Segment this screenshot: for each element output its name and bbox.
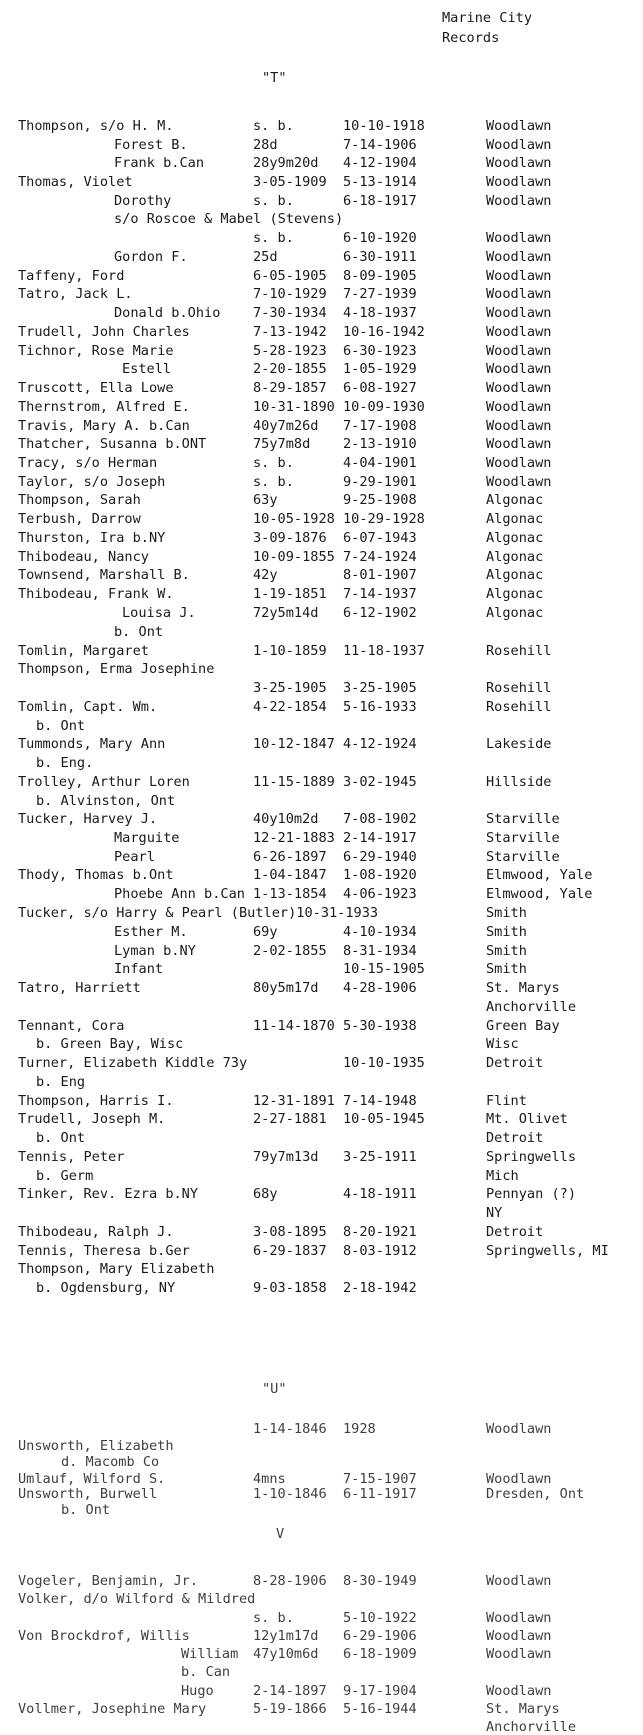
record-name: Travis, Mary A. b.Can (18, 418, 190, 434)
record-name: Tatro, Jack L. (18, 286, 133, 302)
record-cemetery: Rosehill (486, 680, 552, 696)
record-cemetery: Smith (486, 905, 527, 921)
record-death-date: 8-20-1921 (343, 1224, 417, 1240)
record-death-date: 9-17-1904 (343, 1683, 417, 1699)
record-age-or-birth: 2-27-1881 (253, 1111, 327, 1127)
record-death-date: 8-09-1905 (343, 268, 417, 284)
record-cemetery: Woodlawn (486, 1471, 552, 1487)
record-cemetery: Springwells (486, 1149, 577, 1165)
record-age-or-birth: 2-14-1897 (253, 1683, 327, 1699)
record-age-or-birth: 10-31-1890 (253, 399, 335, 415)
record-name: b. Can (181, 1664, 231, 1680)
record-death-date: 4-28-1906 (343, 980, 417, 996)
record-name: Esther M. (114, 924, 188, 940)
record-death-date: 3-02-1945 (343, 774, 417, 790)
record-age-or-birth: 6-29-1837 (253, 1243, 327, 1259)
record-death-date: 5-13-1914 (343, 174, 417, 190)
record-age-or-birth: 10-09-1855 (253, 549, 335, 565)
record-age-or-birth: 11-15-1889 (253, 774, 335, 790)
record-cemetery: Green Bay (486, 1018, 560, 1034)
record-name: d. Macomb Co (61, 1454, 160, 1470)
record-age-or-birth: 5-19-1866 (253, 1701, 327, 1717)
record-cemetery: Woodlawn (486, 137, 552, 153)
record-death-date: 9-25-1908 (343, 492, 417, 508)
record-death-date: 10-05-1945 (343, 1111, 425, 1127)
record-death-date: 6-30-1911 (343, 249, 417, 265)
section-heading-v: V (276, 1526, 285, 1542)
record-name: Vogeler, Benjamin, Jr. (18, 1573, 199, 1589)
record-death-date: 7-14-1937 (343, 586, 417, 602)
record-age-or-birth: s. b. (253, 118, 294, 134)
record-age-or-birth: 7-10-1929 (253, 286, 327, 302)
record-cemetery: Algonac (486, 549, 544, 565)
record-death-date: 4-06-1923 (343, 886, 417, 902)
record-death-date: 5-10-1922 (343, 1610, 417, 1626)
record-age-or-birth: 28d (253, 137, 278, 153)
record-death-date: 4-04-1901 (343, 455, 417, 471)
record-name: b. Green Bay, Wisc (36, 1036, 184, 1052)
record-name: Tomlin, Margaret (18, 643, 149, 659)
record-death-date: 10-09-1930 (343, 399, 425, 415)
record-death-date: 5-30-1938 (343, 1018, 417, 1034)
record-cemetery: Woodlawn (486, 1421, 552, 1437)
record-age-or-birth: 80y5m17d (253, 980, 319, 996)
record-age-or-birth: 10-05-1928 (253, 511, 335, 527)
record-cemetery: Woodlawn (486, 118, 552, 134)
record-cemetery: Smith (486, 961, 527, 977)
record-cemetery: Flint (486, 1093, 527, 1109)
record-cemetery: Rosehill (486, 643, 552, 659)
record-cemetery: Woodlawn (486, 1573, 552, 1589)
record-name: Thompson, s/o H. M. (18, 118, 174, 134)
record-name: Donald b.Ohio (114, 305, 221, 321)
record-name: Von Brockdrof, Willis (18, 1628, 190, 1644)
record-age-or-birth: 40y10m2d (253, 811, 319, 827)
header-subtitle: Records (442, 30, 500, 46)
record-age-or-birth: 3-08-1895 (253, 1224, 327, 1240)
record-cemetery: Starville (486, 830, 560, 846)
record-name: Thompson, Mary Elizabeth (18, 1261, 215, 1277)
record-cemetery: Algonac (486, 605, 544, 621)
record-age-or-birth: 63y (253, 492, 278, 508)
record-death-date: 1-05-1929 (343, 361, 417, 377)
record-name: Unsworth, Elizabeth (18, 1438, 174, 1454)
record-age-or-birth: s. b. (253, 474, 294, 490)
record-death-date: 7-08-1902 (343, 811, 417, 827)
record-name: Thompson, Erma Josephine (18, 661, 215, 677)
record-name: Marguite (114, 830, 180, 846)
record-cemetery: Woodlawn (486, 324, 552, 340)
record-name: Taylor, s/o Joseph (18, 474, 166, 490)
record-name: Lyman b.NY (114, 943, 196, 959)
record-cemetery: Algonac (486, 586, 544, 602)
record-name: Tennis, Peter (18, 1149, 125, 1165)
record-death-date: 7-15-1907 (343, 1471, 417, 1487)
record-death-date: 4-18-1911 (343, 1186, 417, 1202)
record-name: Thompson, Harris I. (18, 1093, 174, 1109)
record-age-or-birth: s. b. (253, 455, 294, 471)
record-cemetery: Woodlawn (486, 268, 552, 284)
record-age-or-birth: 69y (253, 924, 278, 940)
record-death-date: 4-10-1934 (343, 924, 417, 940)
record-cemetery: Mich (486, 1168, 519, 1184)
record-name: Tennant, Cora (18, 1018, 125, 1034)
record-death-date: 2-14-1917 (343, 830, 417, 846)
record-cemetery: Anchorville (486, 999, 577, 1015)
record-death-date: 8-03-1912 (343, 1243, 417, 1259)
record-cemetery: Woodlawn (486, 1646, 552, 1662)
record-name: Tracy, s/o Herman (18, 455, 158, 471)
record-death-date: 10-10-1935 (343, 1055, 425, 1071)
record-name: b. Ont (114, 624, 164, 640)
record-age-or-birth: 2-02-1855 (253, 943, 327, 959)
record-age-or-birth: 11-14-1870 (253, 1018, 335, 1034)
record-name: Tichnor, Rose Marie (18, 343, 174, 359)
record-age-or-birth: 12-31-1891 (253, 1093, 335, 1109)
record-cemetery: Woodlawn (486, 436, 552, 452)
record-age-or-birth: 3-25-1905 (253, 680, 327, 696)
record-death-date: 10-15-1905 (343, 961, 425, 977)
record-name: Louisa J. (122, 605, 196, 621)
record-cemetery: Algonac (486, 530, 544, 546)
record-name: Thurston, Ira b.NY (18, 530, 166, 546)
record-cemetery: Starville (486, 811, 560, 827)
record-death-date: 6-18-1917 (343, 193, 417, 209)
record-death-date: 8-01-1907 (343, 567, 417, 583)
record-cemetery: Wisc (486, 1036, 519, 1052)
record-name: Thibodeau, Ralph J. (18, 1224, 174, 1240)
record-cemetery: Detroit (486, 1224, 544, 1240)
record-age-or-birth: 12y1m17d (253, 1628, 319, 1644)
record-cemetery: St. Marys (486, 980, 560, 996)
record-death-date: 4-18-1937 (343, 305, 417, 321)
record-name: Tatro, Harriett (18, 980, 141, 996)
record-age-or-birth: 1-10-1846 (253, 1486, 327, 1502)
record-death-date: 10-29-1928 (343, 511, 425, 527)
record-death-date: 3-25-1905 (343, 680, 417, 696)
record-age-or-birth: 3-05-1909 (253, 174, 327, 190)
record-name: Taffeny, Ford (18, 268, 125, 284)
record-name: Phoebe Ann b.Can (114, 886, 245, 902)
record-cemetery: Lakeside (486, 736, 552, 752)
record-name: b. Eng. (36, 755, 94, 771)
record-death-date: 10-16-1942 (343, 324, 425, 340)
record-name: Tucker, Harvey J. (18, 811, 158, 827)
record-name: Estell (122, 361, 172, 377)
record-death-date: 1928 (343, 1421, 376, 1437)
record-age-or-birth: 3-09-1876 (253, 530, 327, 546)
record-name: b. Alvinston, Ont (36, 793, 176, 809)
record-name: Dorothy (114, 193, 172, 209)
record-age-or-birth: 1-19-1851 (253, 586, 327, 602)
record-cemetery: Starville (486, 849, 560, 865)
record-name: Pearl (114, 849, 155, 865)
record-age-or-birth: 8-29-1857 (253, 380, 327, 396)
record-cemetery: Dresden, Ont (486, 1486, 585, 1502)
record-death-date: 7-14-1948 (343, 1093, 417, 1109)
record-cemetery: St. Marys (486, 1701, 560, 1717)
record-name: Thomas, Violet (18, 174, 133, 190)
record-age-or-birth: 9-03-1858 (253, 1280, 327, 1296)
record-cemetery: Woodlawn (486, 343, 552, 359)
record-name: Turner, Elizabeth Kiddle 73y (18, 1055, 248, 1071)
record-cemetery: Algonac (486, 511, 544, 527)
record-death-date: 9-29-1901 (343, 474, 417, 490)
record-cemetery: Algonac (486, 567, 544, 583)
record-death-date: 6-29-1906 (343, 1628, 417, 1644)
record-age-or-birth: 4mns (253, 1471, 286, 1487)
record-age-or-birth: 28y9m20d (253, 155, 319, 171)
record-cemetery: Rosehill (486, 699, 552, 715)
record-age-or-birth: 8-28-1906 (253, 1573, 327, 1589)
record-age-or-birth: 25d (253, 249, 278, 265)
record-age-or-birth: 6-05-1905 (253, 268, 327, 284)
record-cemetery: Woodlawn (486, 455, 552, 471)
record-death-date: 6-12-1902 (343, 605, 417, 621)
record-name: Thompson, Sarah (18, 492, 141, 508)
record-name: Truscott, Ella Lowe (18, 380, 174, 396)
record-age-or-birth: s. b. (253, 193, 294, 209)
header-title: Marine City (442, 10, 533, 26)
record-death-date: 3-25-1911 (343, 1149, 417, 1165)
record-cemetery: Woodlawn (486, 155, 552, 171)
record-age-or-birth: s. b. (253, 1610, 294, 1626)
record-name: Terbush, Darrow (18, 511, 141, 527)
record-name: b. Ont (36, 1130, 86, 1146)
record-death-date: 6-29-1940 (343, 849, 417, 865)
record-name: Tucker, s/o Harry & Pearl (Butler)10-31-1933 (18, 905, 379, 921)
record-name: Frank b.Can (114, 155, 205, 171)
record-name: William (181, 1646, 239, 1662)
record-name: b. Ont (36, 718, 86, 734)
record-age-or-birth: 1-10-1859 (253, 643, 327, 659)
record-cemetery: Woodlawn (486, 286, 552, 302)
record-age-or-birth: s. b. (253, 230, 294, 246)
record-death-date: 2-13-1910 (343, 436, 417, 452)
record-death-date: 5-16-1944 (343, 1701, 417, 1717)
record-name: Trudell, Joseph M. (18, 1111, 166, 1127)
record-death-date: 11-18-1937 (343, 643, 425, 659)
record-name: b. Eng (36, 1074, 86, 1090)
record-age-or-birth: 10-12-1847 (253, 736, 335, 752)
record-age-or-birth: 6-26-1897 (253, 849, 327, 865)
record-age-or-birth: 47y10m6d (253, 1646, 319, 1662)
record-cemetery: Woodlawn (486, 230, 552, 246)
record-name: Unsworth, Burwell (18, 1486, 158, 1502)
record-cemetery: Woodlawn (486, 174, 552, 190)
record-death-date: 6-30-1923 (343, 343, 417, 359)
record-cemetery: Woodlawn (486, 474, 552, 490)
record-age-or-birth: 1-13-1854 (253, 886, 327, 902)
record-cemetery: Woodlawn (486, 193, 552, 209)
record-age-or-birth: 42y (253, 567, 278, 583)
record-death-date: 6-08-1927 (343, 380, 417, 396)
record-name: Townsend, Marshall B. (18, 567, 190, 583)
record-name: Tinker, Rev. Ezra b.NY (18, 1186, 199, 1202)
record-death-date: 4-12-1904 (343, 155, 417, 171)
record-name: Tennis, Theresa b.Ger (18, 1243, 190, 1259)
record-death-date: 7-17-1908 (343, 418, 417, 434)
record-cemetery: Elmwood, Yale (486, 867, 593, 883)
record-cemetery: Woodlawn (486, 1610, 552, 1626)
record-cemetery: Anchorville (486, 1719, 577, 1735)
record-name: Thatcher, Susanna b.ONT (18, 436, 207, 452)
record-name: Thibodeau, Nancy (18, 549, 149, 565)
record-death-date: 6-11-1917 (343, 1486, 417, 1502)
record-death-date: 6-18-1909 (343, 1646, 417, 1662)
record-cemetery: Algonac (486, 492, 544, 508)
record-cemetery: Smith (486, 943, 527, 959)
record-name: Tummonds, Mary Ann (18, 736, 166, 752)
record-cemetery: Woodlawn (486, 361, 552, 377)
record-death-date: 8-31-1934 (343, 943, 417, 959)
section-heading-t: "T" (262, 70, 287, 86)
record-name: b. Germ (36, 1168, 94, 1184)
record-cemetery: Woodlawn (486, 1683, 552, 1699)
record-name: Umlauf, Wilford S. (18, 1471, 166, 1487)
record-death-date: 5-16-1933 (343, 699, 417, 715)
record-cemetery: NY (486, 1205, 503, 1221)
record-name: b. Ont (61, 1502, 111, 1518)
record-name: Vollmer, Josephine Mary (18, 1701, 207, 1717)
record-age-or-birth: 68y (253, 1186, 278, 1202)
record-death-date: 6-07-1943 (343, 530, 417, 546)
record-name: Trudell, John Charles (18, 324, 190, 340)
section-heading-u: "U" (262, 1381, 287, 1397)
record-death-date: 8-30-1949 (343, 1573, 417, 1589)
record-death-date: 7-24-1924 (343, 549, 417, 565)
record-cemetery: Mt. Olivet (486, 1111, 568, 1127)
record-name: Volker, d/o Wilford & Mildred (18, 1591, 256, 1607)
record-cemetery: Woodlawn (486, 249, 552, 265)
record-death-date: 1-08-1920 (343, 867, 417, 883)
record-name: Thibodeau, Frank W. (18, 586, 174, 602)
record-age-or-birth: 72y5m14d (253, 605, 319, 621)
record-cemetery: Detroit (486, 1130, 544, 1146)
record-cemetery: Hillside (486, 774, 552, 790)
record-age-or-birth: 79y7m13d (253, 1149, 319, 1165)
record-death-date: 6-10-1920 (343, 230, 417, 246)
record-cemetery: Smith (486, 924, 527, 940)
record-age-or-birth: 2-20-1855 (253, 361, 327, 377)
record-name: Hugo (181, 1683, 214, 1699)
record-death-date: 4-12-1924 (343, 736, 417, 752)
record-name: Thody, Thomas b.Ont (18, 867, 174, 883)
record-cemetery: Woodlawn (486, 418, 552, 434)
record-cemetery: Pennyan (?) (486, 1186, 577, 1202)
record-age-or-birth: 7-13-1942 (253, 324, 327, 340)
record-death-date: 7-14-1906 (343, 137, 417, 153)
record-age-or-birth: 7-30-1934 (253, 305, 327, 321)
record-age-or-birth: 1-04-1847 (253, 867, 327, 883)
record-cemetery: Detroit (486, 1055, 544, 1071)
record-death-date: 2-18-1942 (343, 1280, 417, 1296)
record-age-or-birth: 5-28-1923 (253, 343, 327, 359)
record-name: s/o Roscoe & Mabel (Stevens) (114, 211, 344, 227)
record-name: Tomlin, Capt. Wm. (18, 699, 158, 715)
record-name: Infant (114, 961, 164, 977)
record-cemetery: Woodlawn (486, 1628, 552, 1644)
record-name: b. Ogdensburg, NY (36, 1280, 176, 1296)
record-age-or-birth: 4-22-1854 (253, 699, 327, 715)
record-age-or-birth: 75y7m8d (253, 436, 311, 452)
record-death-date: 10-10-1918 (343, 118, 425, 134)
record-cemetery: Woodlawn (486, 399, 552, 415)
record-cemetery: Woodlawn (486, 305, 552, 321)
record-age-or-birth: 40y7m26d (253, 418, 319, 434)
record-age-or-birth: 12-21-1883 (253, 830, 335, 846)
record-name: Forest B. (114, 137, 188, 153)
record-name: Gordon F. (114, 249, 188, 265)
record-cemetery: Woodlawn (486, 380, 552, 396)
record-age-or-birth: 1-14-1846 (253, 1421, 327, 1437)
record-cemetery: Springwells, MI (486, 1243, 609, 1259)
record-name: Trolley, Arthur Loren (18, 774, 190, 790)
record-death-date: 7-27-1939 (343, 286, 417, 302)
record-name: Thernstrom, Alfred E. (18, 399, 190, 415)
record-cemetery: Elmwood, Yale (486, 886, 593, 902)
